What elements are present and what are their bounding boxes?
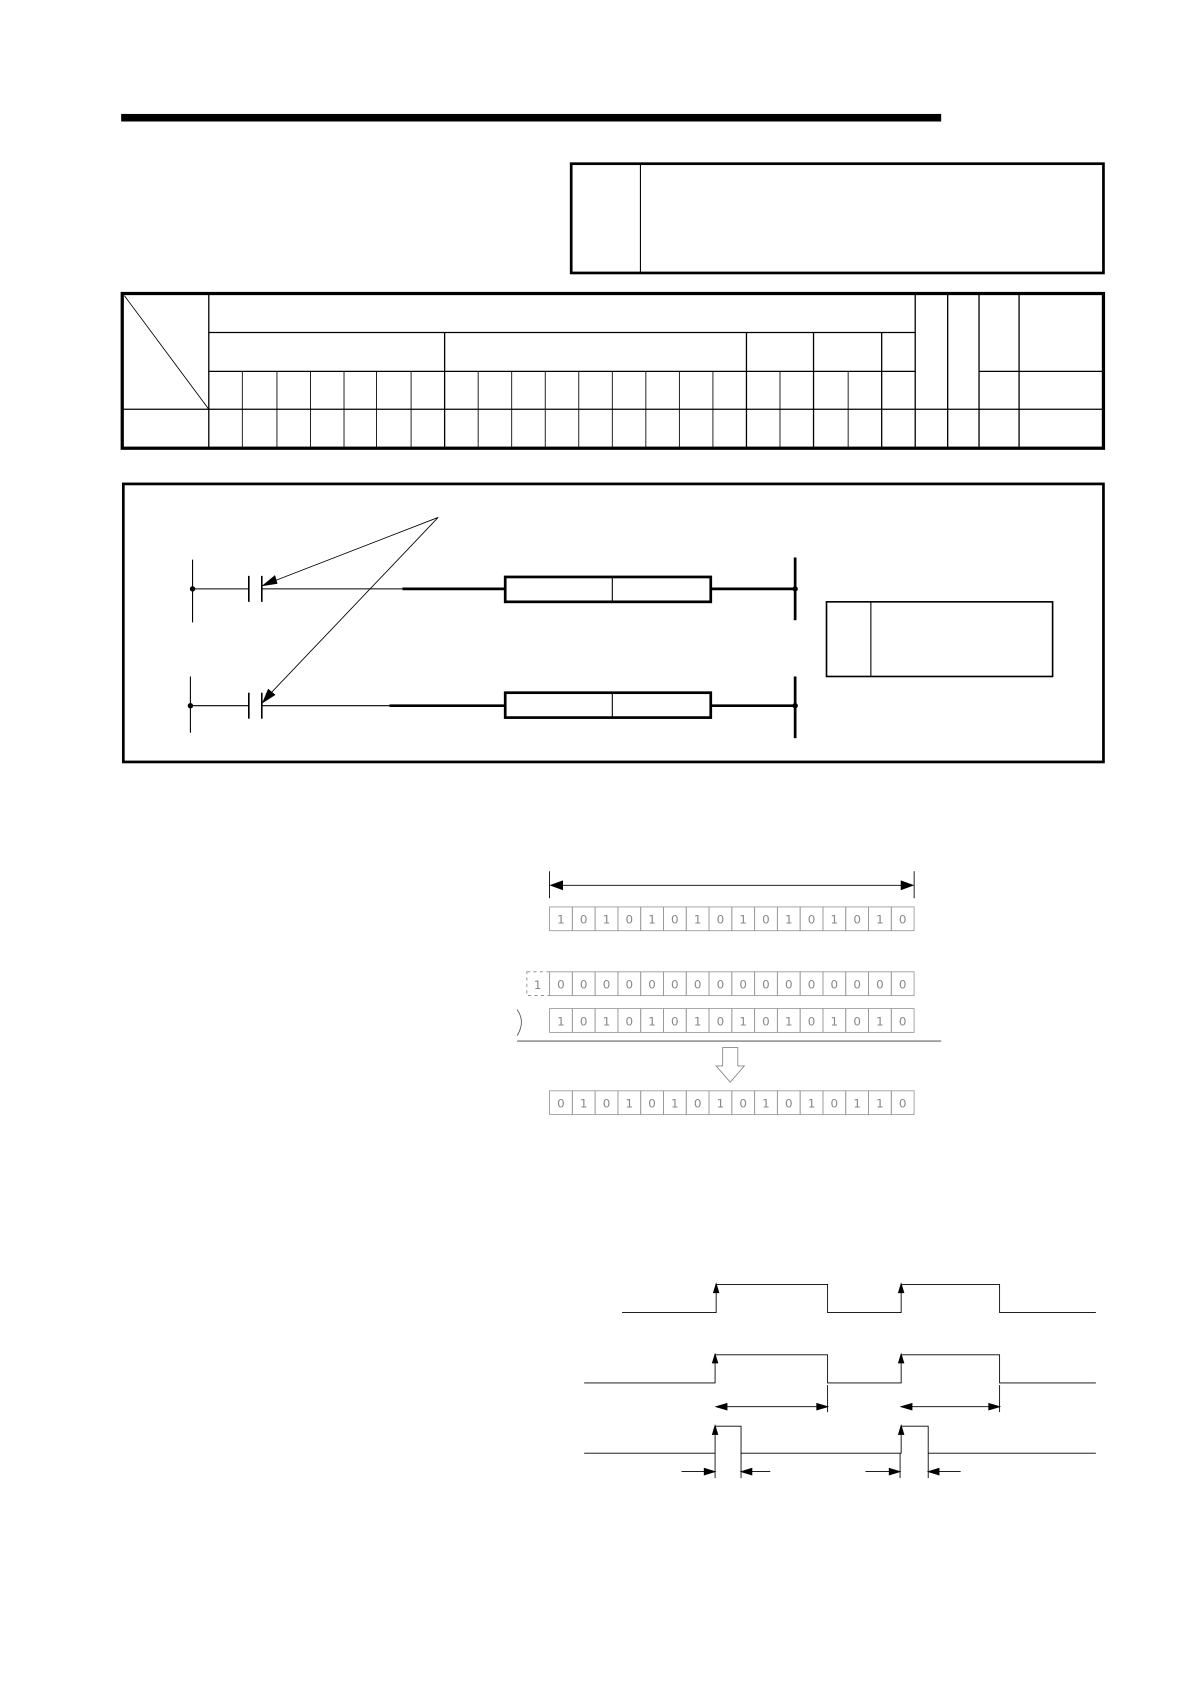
bit-value: 0 [602, 977, 611, 992]
bit-value: 0 [784, 977, 793, 992]
signal-1 [622, 1284, 1096, 1312]
bit-value: 1 [648, 1014, 656, 1029]
bit-value: 0 [898, 977, 907, 992]
bit-value: 0 [716, 1014, 725, 1029]
duration-arrows [682, 1385, 1000, 1478]
bit-value: 0 [557, 1096, 565, 1111]
rise-arrows [712, 1282, 905, 1435]
bit-value: 0 [625, 977, 634, 992]
bit-value: 1 [876, 912, 884, 927]
bit-value: 0 [830, 977, 839, 992]
bit-value: 0 [830, 1096, 839, 1111]
bit-value: 0 [579, 1014, 588, 1029]
header-bar [121, 114, 941, 122]
contact-icon [249, 693, 262, 719]
signal-3 [584, 1426, 1096, 1453]
bit-value: 0 [625, 912, 634, 927]
bit-value: 1 [693, 1014, 702, 1029]
bit-row-result [550, 1091, 915, 1115]
bit-value: 0 [807, 912, 816, 927]
bit-value: 0 [853, 977, 861, 992]
bit-value: 1 [853, 1096, 861, 1111]
bit-value: 0 [671, 977, 679, 992]
bit-value: 0 [898, 912, 907, 927]
bit-value: 0 [716, 912, 725, 927]
bit-value: 1 [716, 1096, 725, 1111]
bit-row-add [550, 972, 915, 996]
ladder-rung-1 [190, 557, 797, 622]
carry-bit: 1 [533, 978, 542, 993]
bit-value: 0 [648, 977, 656, 992]
instruction-symbol-box [571, 164, 1103, 273]
signal-2 [584, 1355, 1096, 1383]
bit-value: 0 [557, 977, 565, 992]
bit-value: 1 [557, 1014, 565, 1029]
bit-value: 0 [693, 977, 702, 992]
bit-value: 1 [602, 912, 611, 927]
bit-value: 0 [762, 912, 770, 927]
bit-value: 1 [625, 1096, 634, 1111]
timing-chart [584, 1282, 1096, 1478]
bit-value: 1 [830, 912, 839, 927]
bit-value: 0 [602, 1096, 611, 1111]
bit-value: 1 [557, 912, 565, 927]
bracket [517, 1010, 521, 1036]
bit-value: 0 [807, 977, 816, 992]
bit-operation-diagram [517, 871, 941, 1114]
bit-value: 1 [784, 912, 793, 927]
pointer-arrows [263, 517, 438, 702]
bit-value: 0 [898, 1096, 907, 1111]
bit-value: 1 [671, 1096, 679, 1111]
bit-value: 1 [739, 912, 747, 927]
bit-value: 0 [671, 1014, 679, 1029]
bit-value: 0 [739, 977, 747, 992]
ladder-rung-2 [188, 676, 797, 738]
bit-value: 0 [876, 977, 884, 992]
bit-row-operand [550, 1009, 915, 1033]
bit-value: 0 [784, 1096, 793, 1111]
bit-row-source [550, 907, 915, 931]
bit-value: 0 [807, 1014, 816, 1029]
bit-value: 1 [739, 1014, 747, 1029]
bit-value: 0 [716, 977, 725, 992]
bit-value: 0 [762, 1014, 770, 1029]
bit-value: 1 [876, 1014, 884, 1029]
width-arrow [550, 871, 915, 898]
bit-value: 1 [648, 912, 656, 927]
usable-devices-table [122, 294, 1103, 449]
bit-value: 0 [671, 912, 679, 927]
contact-icon [249, 576, 262, 602]
bit-value: 0 [693, 1096, 702, 1111]
bit-value: 0 [898, 1014, 907, 1029]
bit-value: 0 [853, 912, 861, 927]
instruction-box [505, 693, 711, 718]
bit-value: 1 [693, 912, 702, 927]
bit-value: 0 [579, 977, 588, 992]
bit-value: 1 [807, 1096, 816, 1111]
bit-value: 1 [876, 1096, 884, 1111]
bit-value: 0 [853, 1014, 861, 1029]
bit-value: 0 [648, 1096, 656, 1111]
bit-value: 1 [602, 1014, 611, 1029]
bit-value: 0 [579, 912, 588, 927]
ladder-example-box [123, 484, 1103, 762]
bit-value: 0 [762, 977, 770, 992]
bit-value: 1 [830, 1014, 839, 1029]
note-box [827, 602, 1053, 677]
bit-value: 0 [739, 1096, 747, 1111]
bit-value: 1 [784, 1014, 793, 1029]
bit-value: 1 [762, 1096, 770, 1111]
bit-value: 0 [625, 1014, 634, 1029]
instruction-box [505, 577, 711, 602]
down-arrow-icon [716, 1048, 744, 1083]
bit-value: 1 [579, 1096, 588, 1111]
